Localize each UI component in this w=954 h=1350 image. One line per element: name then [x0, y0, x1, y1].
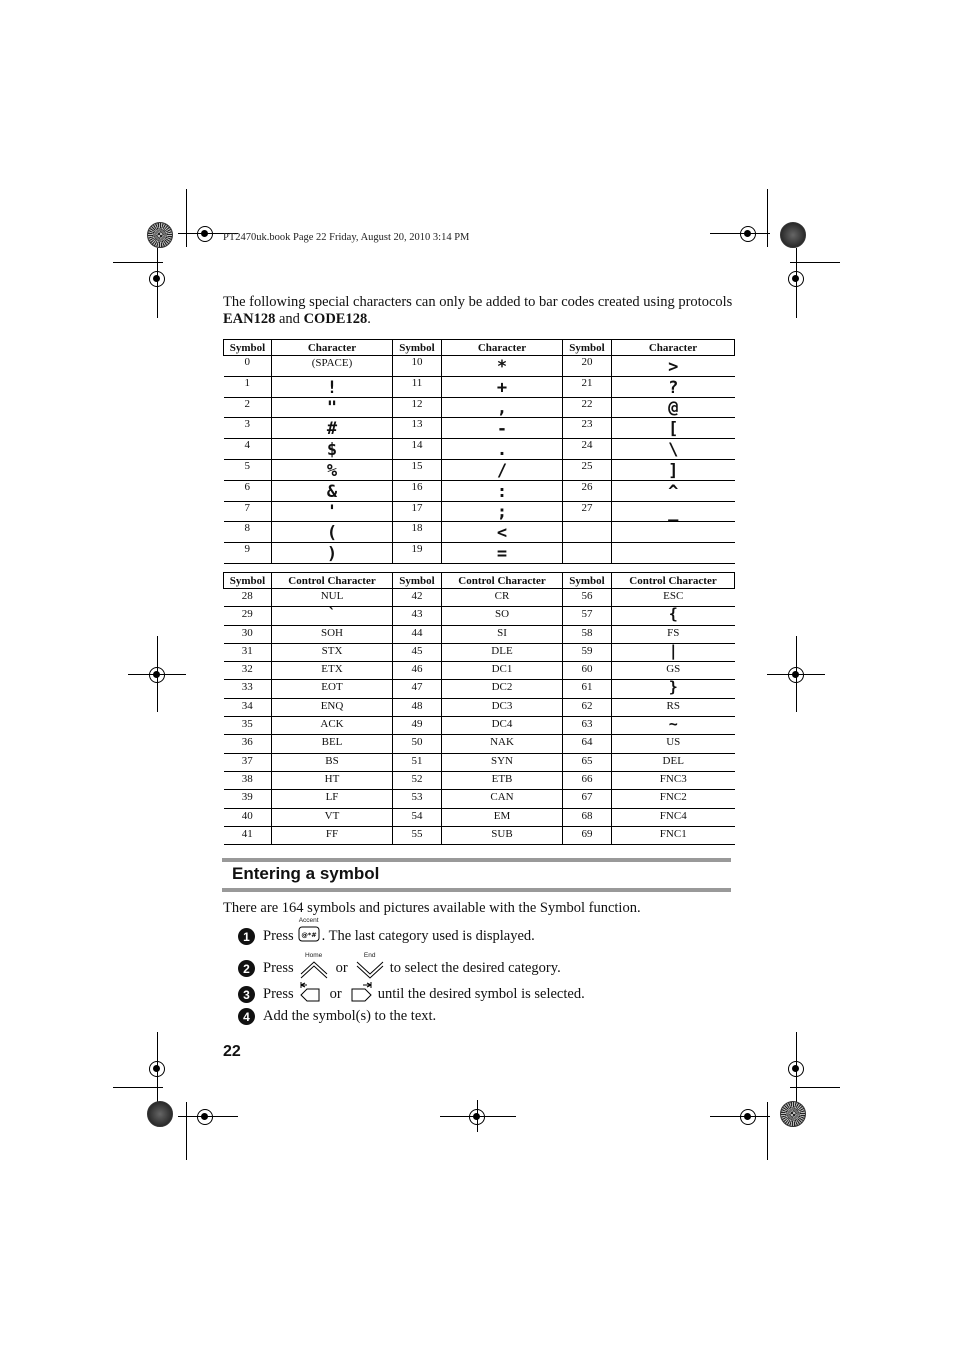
symbol-number-cell: 44 — [393, 625, 442, 643]
table-row — [224, 459, 735, 480]
symbol-number-cell: 52 — [393, 771, 442, 789]
character-cell: SYN — [442, 753, 563, 771]
cursor-down-key-icon: End — [355, 961, 385, 984]
section-heading-bar — [222, 858, 731, 892]
character-cell: FS — [612, 625, 735, 643]
table-row — [224, 643, 735, 661]
color-rosette-icon — [147, 1101, 173, 1127]
column-header: Symbol — [393, 340, 442, 356]
character-cell: . — [442, 439, 563, 460]
symbol-number-cell: 54 — [393, 808, 442, 826]
symbol-number-cell: 65 — [563, 753, 612, 771]
column-header: Control Character — [612, 573, 735, 589]
character-cell: FNC1 — [612, 826, 735, 844]
character-cell: ! — [272, 376, 393, 397]
character-cell: HT — [272, 771, 393, 789]
character-cell: DLE — [442, 643, 563, 661]
step-number: 2 — [238, 960, 255, 977]
table-header-row — [224, 340, 735, 356]
symbol-number-cell: 45 — [393, 643, 442, 661]
character-cell: | — [612, 643, 735, 661]
table-row — [224, 543, 735, 564]
column-header: Symbol — [393, 573, 442, 589]
symbol-number-cell: 22 — [563, 397, 612, 418]
character-cell: _ — [612, 501, 735, 522]
character-cell: CAN — [442, 790, 563, 808]
symbol-number-cell: 12 — [393, 397, 442, 418]
character-cell: } — [612, 680, 735, 698]
symbol-number-cell: 21 — [563, 376, 612, 397]
symbol-number-cell: 68 — [563, 808, 612, 826]
symbol-number-cell: 61 — [563, 680, 612, 698]
character-cell: DC4 — [442, 717, 563, 735]
symbol-number-cell: 38 — [224, 771, 272, 789]
table-row — [224, 771, 735, 789]
character-cell: BS — [272, 753, 393, 771]
symbol-number-cell: 63 — [563, 717, 612, 735]
symbol-number-cell: 57 — [563, 607, 612, 625]
character-cell: & — [272, 480, 393, 501]
symbol-number-cell: 66 — [563, 771, 612, 789]
symbol-number-cell: 31 — [224, 643, 272, 661]
control-characters-table — [223, 572, 735, 845]
symbol-number-cell: 9 — [224, 543, 272, 564]
character-cell: ( — [272, 522, 393, 543]
character-cell: DC2 — [442, 680, 563, 698]
symbol-number-cell: 14 — [393, 439, 442, 460]
character-cell: ^ — [612, 480, 735, 501]
character-cell: SO — [442, 607, 563, 625]
cursor-left-key-icon — [299, 981, 323, 1008]
symbol-number-cell: 64 — [563, 735, 612, 753]
character-cell: FNC3 — [612, 771, 735, 789]
step-3: 3 Press or until the desired symbol is selected. — [238, 981, 585, 1008]
character-cell: " — [272, 397, 393, 418]
symbol-number-cell: 29 — [224, 607, 272, 625]
character-cell: CR — [442, 589, 563, 607]
registration-mark-icon — [469, 1109, 485, 1125]
character-cell — [612, 522, 735, 543]
color-rosette-icon — [147, 222, 173, 248]
symbol-number-cell: 43 — [393, 607, 442, 625]
symbol-number-cell: 2 — [224, 397, 272, 418]
column-header: Character — [612, 340, 735, 356]
protocol-name: CODE128 — [303, 311, 368, 327]
registration-mark-icon — [149, 271, 165, 287]
symbol-number-cell: 36 — [224, 735, 272, 753]
character-cell: - — [442, 418, 563, 439]
column-header: Symbol — [563, 340, 612, 356]
registration-mark-icon — [197, 1109, 213, 1125]
step-number: 1 — [238, 928, 255, 945]
character-cell: ) — [272, 543, 393, 564]
step-2: 2 Press Home or End to select the desired category. — [238, 953, 561, 984]
character-cell: $ — [272, 439, 393, 460]
table-row — [224, 439, 735, 460]
character-cell: FF — [272, 826, 393, 844]
column-header: Character — [442, 340, 563, 356]
character-cell: @ — [612, 397, 735, 418]
symbol-number-cell: 60 — [563, 662, 612, 680]
character-cell: GS — [612, 662, 735, 680]
color-rosette-icon — [780, 1101, 806, 1127]
symbol-number-cell: 51 — [393, 753, 442, 771]
symbol-number-cell: 20 — [563, 356, 612, 377]
table-row — [224, 826, 735, 844]
symbol-number-cell: 3 — [224, 418, 272, 439]
character-cell: SUB — [442, 826, 563, 844]
character-cell: ENQ — [272, 698, 393, 716]
symbol-number-cell: 28 — [224, 589, 272, 607]
character-cell: % — [272, 459, 393, 480]
table-row — [224, 680, 735, 698]
character-cell: , — [442, 397, 563, 418]
table-row — [224, 376, 735, 397]
table-row — [224, 735, 735, 753]
column-header: Control Character — [442, 573, 563, 589]
character-cell: ' — [272, 501, 393, 522]
symbol-number-cell: 13 — [393, 418, 442, 439]
character-cell: FNC4 — [612, 808, 735, 826]
table-row — [224, 717, 735, 735]
character-cell: ESC — [612, 589, 735, 607]
registration-mark-icon — [788, 271, 804, 287]
character-cell: ETX — [272, 662, 393, 680]
symbol-number-cell: 4 — [224, 439, 272, 460]
character-cell: US — [612, 735, 735, 753]
registration-mark-icon — [740, 226, 756, 242]
registration-mark-icon — [788, 667, 804, 683]
character-cell: [ — [612, 418, 735, 439]
character-cell: # — [272, 418, 393, 439]
symbol-number-cell: 0 — [224, 356, 272, 377]
registration-mark-icon — [197, 226, 213, 242]
symbol-number-cell: 39 — [224, 790, 272, 808]
symbol-number-cell: 1 — [224, 376, 272, 397]
character-cell: LF — [272, 790, 393, 808]
column-header: Symbol — [224, 340, 272, 356]
symbol-number-cell: 17 — [393, 501, 442, 522]
table-row — [224, 662, 735, 680]
symbol-key-icon: Accent @*# — [298, 917, 319, 939]
symbol-number-cell: 59 — [563, 643, 612, 661]
character-cell: SI — [442, 625, 563, 643]
character-cell: ; — [442, 501, 563, 522]
symbol-number-cell: 24 — [563, 439, 612, 460]
symbol-number-cell: 46 — [393, 662, 442, 680]
character-cell: DEL — [612, 753, 735, 771]
table-row — [224, 501, 735, 522]
table-row — [224, 790, 735, 808]
column-header: Control Character — [272, 573, 393, 589]
symbol-number-cell: 7 — [224, 501, 272, 522]
registration-mark-icon — [788, 1061, 804, 1077]
character-cell: + — [442, 376, 563, 397]
symbol-number-cell: 40 — [224, 808, 272, 826]
table-row — [224, 698, 735, 716]
character-cell: NAK — [442, 735, 563, 753]
symbol-number-cell: 47 — [393, 680, 442, 698]
registration-mark-icon — [149, 1061, 165, 1077]
symbol-number-cell: 48 — [393, 698, 442, 716]
symbol-number-cell: 50 — [393, 735, 442, 753]
special-characters-table — [223, 339, 735, 564]
symbol-number-cell: 26 — [563, 480, 612, 501]
intro-paragraph: The following special characters can only be added to bar codes created using protocols EAN128 and CODE128. — [223, 294, 733, 327]
symbol-number-cell: 58 — [563, 625, 612, 643]
symbol-number-cell: 35 — [224, 717, 272, 735]
column-header: Character — [272, 340, 393, 356]
character-cell: : — [442, 480, 563, 501]
character-cell: / — [442, 459, 563, 480]
character-cell: \ — [612, 439, 735, 460]
symbol-number-cell: 6 — [224, 480, 272, 501]
character-cell: ] — [612, 459, 735, 480]
column-header: Symbol — [563, 573, 612, 589]
character-cell: ~ — [612, 717, 735, 735]
character-cell: RS — [612, 698, 735, 716]
table-row — [224, 480, 735, 501]
character-cell: ETB — [442, 771, 563, 789]
symbol-number-cell: 15 — [393, 459, 442, 480]
table-row — [224, 356, 735, 377]
step-1: 1 Press Accent @*# . The last category used is displayed. — [238, 926, 535, 947]
symbol-number-cell: 33 — [224, 680, 272, 698]
symbol-number-cell: 18 — [393, 522, 442, 543]
character-cell: ACK — [272, 717, 393, 735]
table-row — [224, 589, 735, 607]
symbol-number-cell: 49 — [393, 717, 442, 735]
symbol-number-cell: 34 — [224, 698, 272, 716]
character-cell: VT — [272, 808, 393, 826]
step-4: 4 Add the symbol(s) to the text. — [238, 1008, 436, 1025]
character-cell: ? — [612, 376, 735, 397]
color-rosette-icon — [780, 222, 806, 248]
table-row — [224, 625, 735, 643]
cursor-right-key-icon — [349, 981, 373, 1008]
svg-text:@*#: @*# — [300, 931, 317, 939]
character-cell: FNC2 — [612, 790, 735, 808]
symbol-number-cell: 62 — [563, 698, 612, 716]
symbol-number-cell: 67 — [563, 790, 612, 808]
symbol-number-cell: 5 — [224, 459, 272, 480]
symbol-number-cell: 23 — [563, 418, 612, 439]
print-header: PT2470uk.book Page 22 Friday, August 20, 2010 3:14 PM — [223, 232, 470, 243]
character-cell: DC3 — [442, 698, 563, 716]
symbol-number-cell: 25 — [563, 459, 612, 480]
symbol-number-cell: 10 — [393, 356, 442, 377]
table-row — [224, 418, 735, 439]
symbol-number-cell: 32 — [224, 662, 272, 680]
character-cell: STX — [272, 643, 393, 661]
registration-mark-icon — [149, 667, 165, 683]
symbol-number-cell: 56 — [563, 589, 612, 607]
character-cell — [612, 543, 735, 564]
character-cell: < — [442, 522, 563, 543]
registration-mark-icon — [740, 1109, 756, 1125]
character-cell: EOT — [272, 680, 393, 698]
symbol-number-cell: 8 — [224, 522, 272, 543]
character-cell: DC1 — [442, 662, 563, 680]
symbol-number-cell: 30 — [224, 625, 272, 643]
character-cell: ` — [272, 607, 393, 625]
symbol-number-cell: 27 — [563, 501, 612, 522]
section-title: Entering a symbol — [232, 864, 380, 883]
character-cell: * — [442, 356, 563, 377]
cursor-up-key-icon: Home — [299, 961, 329, 984]
step-number: 4 — [238, 1008, 255, 1025]
symbol-number-cell: 53 — [393, 790, 442, 808]
symbol-number-cell: 16 — [393, 480, 442, 501]
symbol-number-cell: 55 — [393, 826, 442, 844]
table-row — [224, 397, 735, 418]
table-row — [224, 522, 735, 543]
table-header-row — [224, 573, 735, 589]
protocol-name: EAN128 — [223, 311, 276, 327]
table-row — [224, 607, 735, 625]
symbol-number-cell: 11 — [393, 376, 442, 397]
character-cell: EM — [442, 808, 563, 826]
symbol-number-cell: 19 — [393, 543, 442, 564]
symbol-number-cell — [563, 522, 612, 543]
character-cell: SOH — [272, 625, 393, 643]
page-number: 22 — [223, 1043, 241, 1060]
character-cell: NUL — [272, 589, 393, 607]
column-header: Symbol — [224, 573, 272, 589]
symbol-number-cell: 69 — [563, 826, 612, 844]
symbol-number-cell — [563, 543, 612, 564]
table-row — [224, 753, 735, 771]
character-cell: > — [612, 356, 735, 377]
step-number: 3 — [238, 986, 255, 1003]
character-cell: { — [612, 607, 735, 625]
symbol-number-cell: 42 — [393, 589, 442, 607]
symbol-number-cell: 41 — [224, 826, 272, 844]
character-cell: = — [442, 543, 563, 564]
character-cell: BEL — [272, 735, 393, 753]
character-cell: (SPACE) — [272, 356, 393, 377]
table-row — [224, 808, 735, 826]
section-paragraph: There are 164 symbols and pictures available with the Symbol function. — [223, 900, 641, 916]
symbol-number-cell: 37 — [224, 753, 272, 771]
